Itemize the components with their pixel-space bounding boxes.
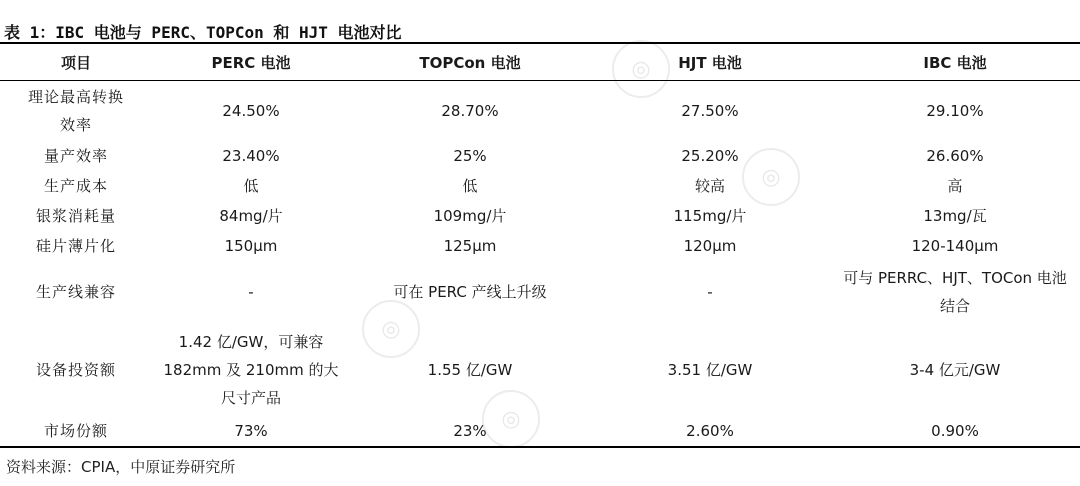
cell-topcon: 125μm [443,236,497,255]
header-perc: PERC 电池 [152,43,350,81]
cell-topcon: 109mg/片 [433,206,507,225]
cell-ibc: 26.60% [926,146,984,165]
cell-ibc: 3-4 亿元/GW [909,360,1001,379]
cell-perc: 84mg/片 [219,206,283,225]
cell-ibc: 高 [947,176,963,195]
cell-hjt: 2.60% [590,417,830,447]
table-row [0,171,1080,201]
watermark-logo-icon: ◎ [362,300,420,358]
cell-ibc: 13mg/瓦 [923,206,987,225]
cell-topcon: 25% [453,146,487,165]
header-topcon: TOPCon 电池 [350,43,590,81]
table-header-row [0,43,1080,81]
cell-hjt: 115mg/片 [673,206,747,225]
cell-perc: 23.40% [222,146,280,165]
header-hjt: HJT 电池 [590,43,830,81]
cell-topcon: 可在 PERC 产线上升级 [393,282,547,301]
row-label: 硅片薄片化 [35,236,116,255]
comparison-table [0,42,1080,448]
cell-hjt: 120μm [683,236,737,255]
header-ibc: IBC 电池 [830,43,1080,81]
table-caption: 表 1：IBC 电池与 PERC、TOPCon 和 HJT 电池对比 [4,23,402,42]
row-label: 市场份额 [0,417,152,447]
source-note: 资料来源：CPIA，中原证券研究所 [6,458,236,476]
cell-hjt: 25.20% [681,146,739,165]
cell-perc: - [248,282,254,301]
watermark-logo-icon: ◎ [482,390,540,448]
table-row [0,323,1080,417]
table-row [0,261,1080,323]
cell-perc: 24.50% [222,101,280,120]
row-label: 银浆消耗量 [35,206,116,225]
row-label: 量产效率 [43,146,108,165]
cell-topcon: 23% [350,417,590,447]
watermark-logo-icon: ◎ [742,148,800,206]
table-row [0,141,1080,171]
cell-hjt: 27.50% [681,101,739,120]
cell-hjt: - [707,282,713,301]
table-row [0,81,1080,141]
cell-topcon: 低 [462,176,478,195]
comparison-table-container [0,42,1080,448]
cell-ibc: 可与 PERRC、HJT、TOCon 电池结合 [843,268,1067,315]
row-label: 理论最高转换效率 [28,87,125,134]
watermark-logo-icon: ◎ [612,40,670,98]
header-item: 项目 [0,43,152,81]
cell-ibc: 120-140μm [911,236,999,255]
cell-perc: 低 [243,176,259,195]
cell-perc: 1.42 亿/GW，可兼容182mm 及 210mm 的大尺寸产品 [163,332,339,407]
cell-ibc: 29.10% [926,101,984,120]
cell-topcon: 28.70% [441,101,499,120]
cell-topcon: 1.55 亿/GW [427,360,513,379]
row-label: 设备投资额 [35,360,116,379]
cell-perc: 150μm [224,236,278,255]
table-row [0,201,1080,231]
cell-hjt: 3.51 亿/GW [667,360,753,379]
cell-ibc: 0.90% [830,417,1080,447]
table-row [0,231,1080,261]
cell-hjt: 较高 [694,176,725,195]
table-row [0,417,1080,447]
cell-perc: 73% [152,417,350,447]
row-label: 生产成本 [43,176,108,195]
row-label: 生产线兼容 [35,282,116,301]
